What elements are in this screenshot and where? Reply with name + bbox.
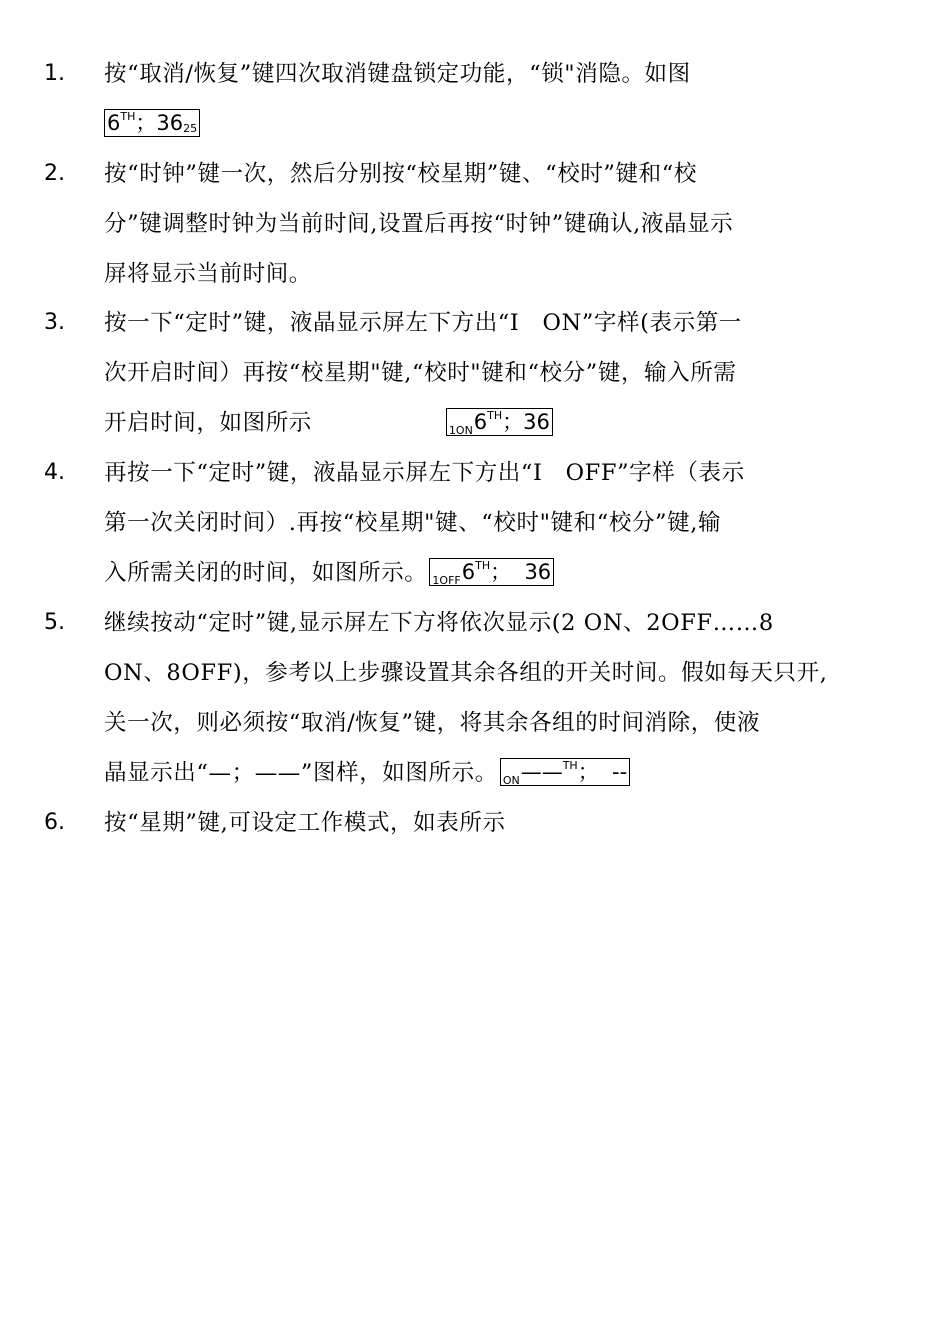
item-line: 继续按动“定时”键,显示屏左下方将依次显示(2 ON、2OFF……8 [104,610,774,636]
item-line-with-display [104,748,904,798]
lcd-display-figure [429,558,554,586]
lcd-th-label: TH [487,409,503,422]
item-line: 再按一下“定时”键，液晶显示屏左下方出“I OFF”字样（表示 [104,460,745,486]
item-line-text: 晶显示出“—；——”图样，如图所示。 [104,760,498,786]
item-number: 4. [44,460,65,485]
item-line: 次开启时间）再按“校星期"键,“校时"键和“校分”键，输入所需 [104,360,737,386]
item-line: 按“星期”键,可设定工作模式，如表所示 [104,810,506,836]
item-line: 第一次关闭时间）.再按“校星期"键、“校时"键和“校分”键,输 [104,510,722,536]
item-line: 屏将显示当前时间。 [104,261,312,287]
lcd-time-blank: ； -- [577,760,628,784]
item-line-text: 开启时间，如图所示 [104,410,312,436]
item-line: 关一次，则必须按“取消/恢复”键，将其余各组的时间消除，使液 [104,710,761,736]
lcd-day: 6 [107,111,121,135]
item-line: 分”键调整时钟为当前时间,设置后再按“时钟”键确认,液晶显示 [104,211,734,237]
item-number: 2. [44,161,65,186]
item-number: 5. [44,610,65,635]
item-line: 按一下“定时”键，液晶显示屏左下方出“I ON”字样(表示第一 [104,310,742,336]
lcd-mode-label: 1OFF [432,574,461,587]
item-line-text: 入所需关闭的时间，如图所示。 [104,560,428,586]
lcd-mode-label: ON [502,774,520,787]
lcd-seconds: 25 [183,122,198,135]
item-line: 按“取消/恢复”键四次取消键盘锁定功能，“锁"消隐。如图 [104,61,691,87]
item-line: ON、8OFF)，参考以上步骤设置其余各组的开关时间。假如每天只开, [104,660,828,686]
lcd-mode-label: 1ON [448,424,473,437]
lcd-display-figure [104,109,200,137]
lcd-th-label: TH [562,759,578,772]
lcd-th-label: TH [475,559,491,572]
lcd-display-figure [446,408,553,436]
item-line: 按“时钟”键一次，然后分别按“校星期”键、“校时”键和“校 [104,161,697,187]
lcd-time: ；36 [135,111,184,135]
item-number: 6. [44,810,65,835]
lcd-time: ； 36 [490,560,552,584]
lcd-day-blank: —— [520,760,563,784]
item-line-with-display [104,548,904,598]
item-line-with-display [104,99,904,149]
item-line-with-display [104,398,904,448]
lcd-day: 6 [473,410,488,434]
lcd-time: ；36 [502,410,550,434]
lcd-day: 6 [461,560,476,584]
item-number: 1. [44,61,65,86]
lcd-th-label: TH [120,110,136,123]
item-number: 3. [44,310,65,335]
lcd-display-figure [500,758,630,786]
